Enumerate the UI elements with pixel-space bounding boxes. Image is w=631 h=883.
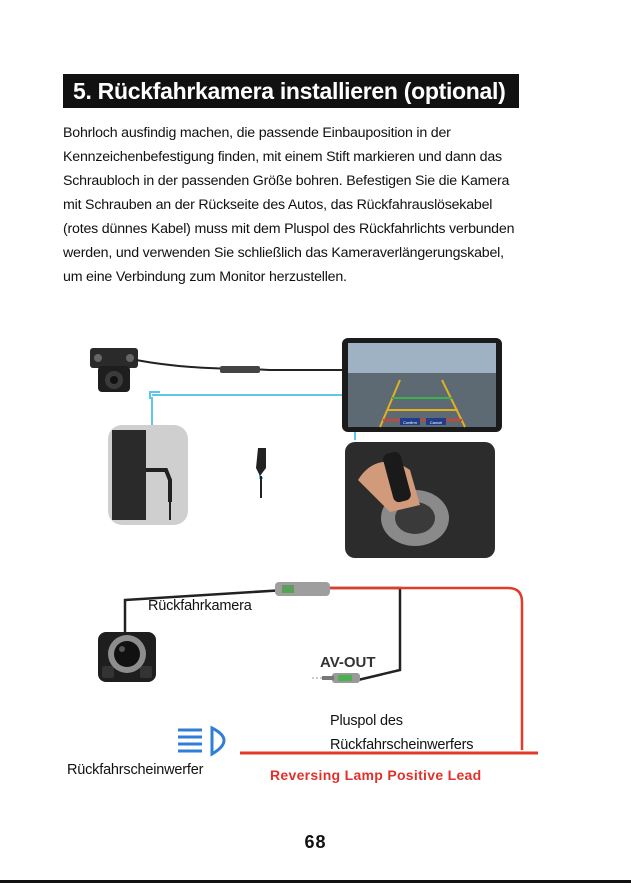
monitor-photo <box>342 338 502 432</box>
instruction-line: um eine Verbindung zum Monitor herzustellen. <box>63 269 347 285</box>
instruction-line: werden, und verwenden Sie schließlich das Kameraverlängerungskabel, <box>63 245 504 261</box>
instruction-line: Bohrloch ausfindig machen, die passende Einbauposition in der <box>63 125 451 141</box>
instruction-paragraph <box>63 121 563 289</box>
instruction-line: Schraubloch in der passenden Größe bohren. Befestigen Sie die Kamera <box>63 173 510 189</box>
instruction-line: (rotes dünnes Kabel) muss mit dem Pluspol des Rückfahrlichts verbunden <box>63 221 515 237</box>
monitor-cancel-button: Cancel <box>429 420 443 425</box>
rear-camera-icon <box>98 632 156 682</box>
instruction-line: Kennzeichenbefestigung finden, mit einem Stift markieren und dann das <box>63 149 502 165</box>
page-number: 68 <box>304 832 327 852</box>
av-out-plug-icon <box>312 673 360 683</box>
camera-label: Rückfahrkamera <box>148 598 252 614</box>
section-heading: 5. Rückfahrkamera installieren (optional) <box>63 74 519 108</box>
positive-label-line1: Pluspol des <box>330 713 403 729</box>
rear-camera-photo <box>90 348 138 392</box>
instruction-line: mit Schrauben an der Rückseite des Autos, das Rückfahrauslösekabel <box>63 197 493 213</box>
socket-closeup-photo <box>345 442 495 558</box>
power-plug-photo <box>256 448 266 498</box>
reversing-lamp-icon <box>178 728 224 754</box>
av-out-label: AV-OUT <box>320 654 376 671</box>
monitor-confirm-button: Confirm <box>402 420 418 425</box>
installation-photo <box>70 330 510 560</box>
positive-label-line2: Rückfahrscheinwerfers <box>330 737 474 753</box>
lamp-label: Rückfahrscheinwerfer <box>67 762 204 778</box>
reversing-lead-label: Reversing Lamp Positive Lead <box>270 767 482 783</box>
monitor-port-closeup <box>108 425 188 525</box>
